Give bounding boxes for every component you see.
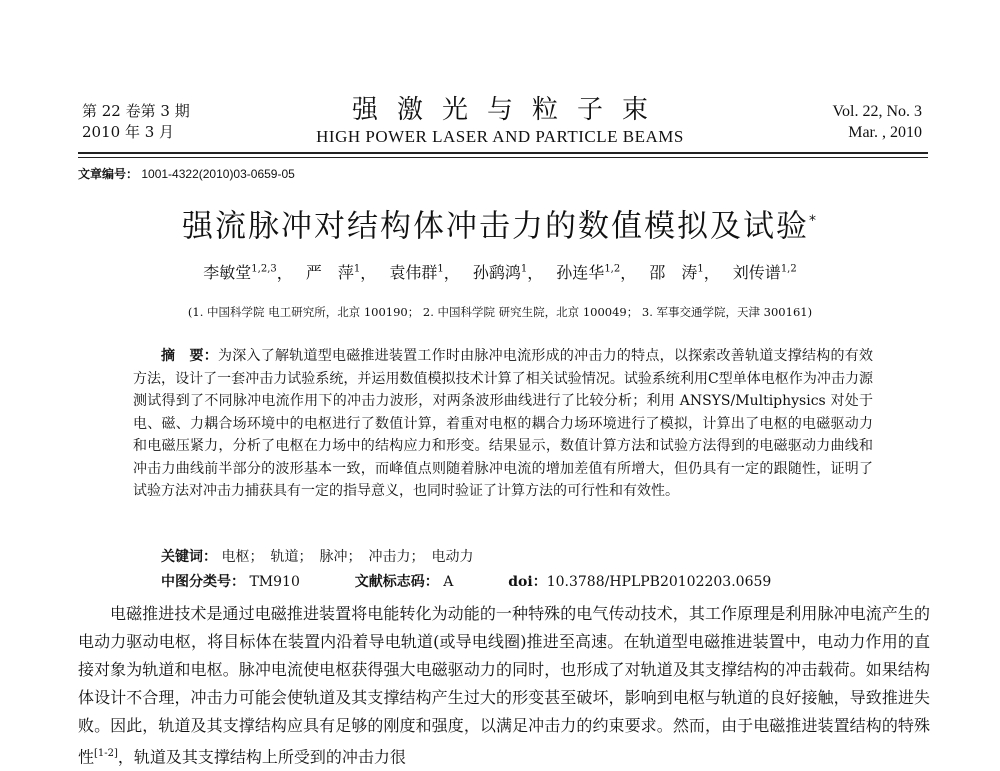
keywords xyxy=(161,547,473,567)
author: 孙鹞鸿$^1$ xyxy=(472,263,528,283)
classification-line xyxy=(161,572,771,592)
journal-issue-en xyxy=(833,101,923,143)
citation: [1-2] xyxy=(94,748,118,759)
keywords-text: 电枢； 轨道； 脉冲； 冲击力； 电动力 xyxy=(221,549,474,565)
title-footnote-mark: * xyxy=(809,213,818,229)
keywords-label: 关键词： xyxy=(161,549,217,565)
date-en: Mar. , 2010 xyxy=(848,124,922,141)
journal-name-cn: 强激光与粒子束 xyxy=(351,95,667,125)
author: 刘传谱$^{1,2}$ xyxy=(732,263,797,283)
doc-code-value: A xyxy=(443,574,454,590)
affiliations: (1. 中国科学院 电工研究所，北京 100190； 2. 中国科学院 研究生院，北京 100049； 3. 军事交通学院，天津 300161) xyxy=(187,305,813,319)
paper-title-text: 强流脉冲对结构体冲击力的数值模拟及试验 xyxy=(182,208,809,245)
author: 邵 涛$^1$ xyxy=(649,263,704,283)
header-rule-thick xyxy=(78,152,928,154)
clc-value: TM910 xyxy=(249,574,300,590)
doi-value: 10.3788/HPLPB20102203.0659 xyxy=(546,574,772,590)
article-number-label: 文章编号： xyxy=(78,167,139,181)
journal-name xyxy=(250,94,750,148)
clc-label: 中图分类号： xyxy=(161,574,245,590)
date-cn: 2010 年 3 月 xyxy=(82,123,175,141)
doi-label: doi： xyxy=(508,574,547,590)
doc-code-label: 文献标志码： xyxy=(354,574,439,590)
article-number xyxy=(78,166,295,182)
abstract xyxy=(133,345,873,503)
paper-title xyxy=(0,200,1000,247)
header-rule-thin xyxy=(78,157,928,158)
author: 孙连华$^{1,2}$ xyxy=(556,263,621,283)
volume-issue-cn: 第 22 卷第 3 期 xyxy=(82,102,190,120)
article-number-value: 1001-4322(2010)03-0659-05 xyxy=(141,167,295,181)
author-list: 李敏堂$^{1,2,3}$， 严 萍$^1$， 袁伟群$^1$， 孙鹞鸿$^1$， 孙连华$^{1,2}$， 邵 涛$^1$， 刘传谱$^{1,2}$ xyxy=(203,263,797,283)
abstract-label: 摘 要： xyxy=(161,348,218,364)
volume-issue-en: Vol. 22, No. 3 xyxy=(832,103,922,120)
abstract-text: 为深入了解轨道型电磁推进装置工作时由脉冲电流形成的冲击力的特点，以探索改善轨道支撑结构的有效方法，设计了一套冲击力试验系统，并运用数值模拟技术计算了相关试验情况。试验系统利用C型单体电枢作为冲击力源测试得到了不同脉冲电流作用下的冲击力波形，对两条波形曲线进行了比较分析；利用 ANSYS/Multiphysics 对处于电、磁、力耦合场环境中的电枢进行了数值计算，着重对电枢的耦合力场环境进行了模拟，计算出了电枢的电磁驱动力和电磁压紧力，分析了电枢在力场中的结构应力和形变。结果显示，数值计算方法和试验方法得到的电磁驱动力曲线和冲击力曲线前半部分的波形基本一致，而峰值点则随着脉冲电流的增加差值有所增大，但仍具有一定的跟随性，证明了试验方法对冲击力捕获具有一定的指导意义，也同时验证了计算方法的可行性和有效性。 xyxy=(133,348,874,499)
author: 严 萍$^1$ xyxy=(305,263,361,283)
body-text xyxy=(78,600,930,771)
body-paragraph: 电磁推进技术是通过电磁推进装置将电能转化为动能的一种特殊的电气传动技术，其工作原理是利用脉冲电流产生的电动力驱动电枢，将目标体在装置内沿着导电轨道(或导电线圈)推进至高速。在轨道型电磁推进装置中，电动力作用的直接对象为轨道和电枢。脉冲电流使电枢获得强大电磁驱动力的同时，也形成了对轨道及其支撑结构的冲击载荷。如果结构体设计不合理，冲击力可能会使轨道及其支撑结构产生过大的形变甚至破坏，影响到电枢与轨道的良好接触，导致推进失败。因此，轨道及其支撑结构应具有足够的刚度和强度，以满足冲击力的约束要求。然而，由于电磁推进装置结构的特殊性[1-2]，轨道及其支撑结构上所受到的冲击力很 xyxy=(78,604,930,767)
author: 李敏堂$^{1,2,3}$ xyxy=(203,263,277,283)
journal-issue-cn xyxy=(82,101,190,143)
author: 袁伟群$^1$ xyxy=(389,263,444,283)
journal-name-en: HIGH POWER LASER AND PARTICLE BEAMS xyxy=(316,127,684,146)
